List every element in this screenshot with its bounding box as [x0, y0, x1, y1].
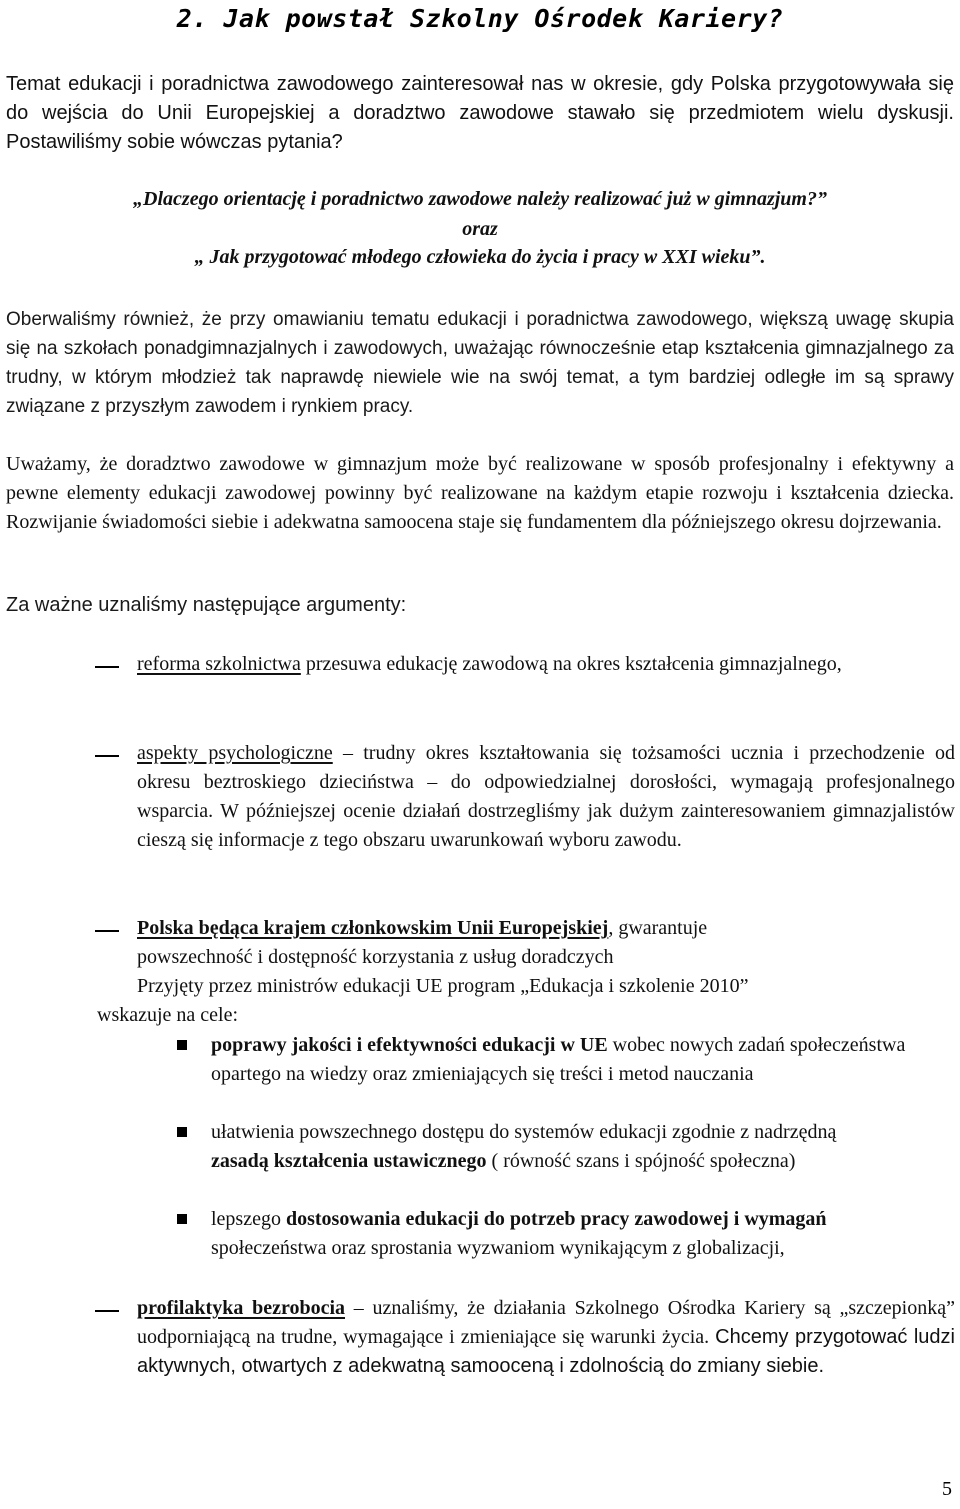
dash-bullet [95, 1310, 119, 1312]
question-2: „ Jak przygotować młodego człowieka do życia i pracy w XXI wieku”. [194, 246, 766, 268]
square-bullet [177, 1214, 187, 1224]
goal-bold: poprawy jakości i efektywności edukacji w UE [211, 1034, 608, 1056]
section-title: 2. Jak powstał Szkolny Ośrodek Kariery? [176, 4, 784, 33]
argument-text: , gwarantuje [608, 917, 708, 939]
goal-item [211, 1205, 911, 1263]
square-bullet [177, 1127, 187, 1137]
argument-line: wskazuje na cele: [97, 1004, 239, 1026]
belief-text-b: Rozwijanie świadomości siebie i adekwatna samoocena staje się fundamentem dla późniejszego okresu dojrzewania. [6, 511, 942, 533]
observation-paragraph: Oberwaliśmy również, że przy omawianiu tematu edukacji i poradnictwa zawodowego, większą uwagę skupia się na szkołach ponadgimnazjalnych i zawodowych, uważając równocześnie etap kształcenia gimnazjalnego za trudny, w którym młodzież tak naprawdę niewiele wie na swój temat, a tym bardziej odległe im są sprawy związane z przyszłym zawodem i rynkiem pracy. [6, 309, 954, 417]
dash-bullet [95, 755, 119, 757]
argument-item [137, 914, 707, 943]
intro-paragraph: Temat edukacji i poradnictwa zawodowego zainteresował nas w okresie, gdy Polska przygotowywała się do wejścia do Unii Europejskiej a doradztwo zawodowe stawało się przedmiotem wielu dyskusji. Postawiliśmy sobie wówczas pytania? [6, 73, 954, 153]
argument-line: powszechność i dostępność korzystania z usług doradczych [137, 946, 614, 968]
belief-text-a: Uważamy, że doradztwo zawodowe w gimnazjum może być realizowane w sposób profesjonalny i efektywny a pewne elementy edukacji zawodowej powinny być realizowane na każdym etapie rozwoju i kształcenia dziecka. [6, 453, 954, 504]
square-bullet [177, 1040, 187, 1050]
argument-text-2: Chcemy przygotować ludzi aktywnych, otwartych z adekwatną samooceną i zdolnością do zmiany siebie. [137, 1326, 956, 1377]
goal-item [211, 1118, 891, 1176]
goal-text: ( równość szans i spójność społeczna) [486, 1150, 796, 1172]
argument-text: – trudny okres kształtowania się tożsamości ucznia i przechodzenie od okresu beztroskiego dzieciństwa – do odpowiedzialnej dorosłości, wymagają profesjonalnego wsparcia. W późniejszej ocenie działań dostrzegliśmy jak dużym zainteresowaniem gimnazjalistów cieszą się informacje z tego obszaru uwarunkowań wyboru zawodu. [137, 742, 955, 851]
goal-item [211, 1031, 951, 1089]
dash-bullet [95, 930, 119, 932]
goal-bold: zasadą kształcenia ustawicznego [211, 1150, 487, 1172]
question-1: „Dlaczego orientację i poradnictwo zawodowe należy realizować już w gimnazjum?” [133, 188, 827, 210]
goal-text: ułatwienia powszechnego dostępu do systemów edukacji zgodnie z nadrzędną [211, 1121, 837, 1143]
argument-heading: reforma szkolnictwa [137, 653, 301, 675]
argument-text: przesuwa edukację zawodową na okres kształcenia gimnazjalnego, [300, 653, 842, 675]
argument-heading: profilaktyka bezrobocia [137, 1297, 346, 1319]
page-number: 5 [942, 1478, 952, 1500]
dash-bullet [95, 666, 119, 668]
argument-text: – uznaliśmy, że działania Szkolnego Ośrodka Kariery są „szczepionką” uodporniającą na trudne, wymagające i zmieniające się warunki życia. [137, 1297, 955, 1348]
argument-heading: Polska będąca krajem członkowskim Unii Europejskiej [137, 917, 609, 939]
belief-paragraph [6, 450, 954, 537]
goal-text: lepszego [211, 1208, 286, 1230]
arguments-intro: Za ważne uznaliśmy następujące argumenty: [6, 594, 407, 616]
goal-text: społeczeństwa oraz sprostania wyzwaniom wynikającym z globalizacji, [211, 1237, 785, 1259]
goal-text: wobec nowych zadań społeczeństwa opartego na wiedzy oraz zmieniających się treści i metod nauczania [211, 1034, 906, 1085]
argument-heading: aspekty psychologiczne [137, 742, 333, 764]
goal-bold: dostosowania edukacji do potrzeb pracy zawodowej i wymagań [285, 1208, 827, 1230]
argument-line: Przyjęty przez ministrów edukacji UE program „Edukacja i szkolenie 2010” [137, 975, 749, 997]
question-connector: oraz [462, 218, 498, 240]
